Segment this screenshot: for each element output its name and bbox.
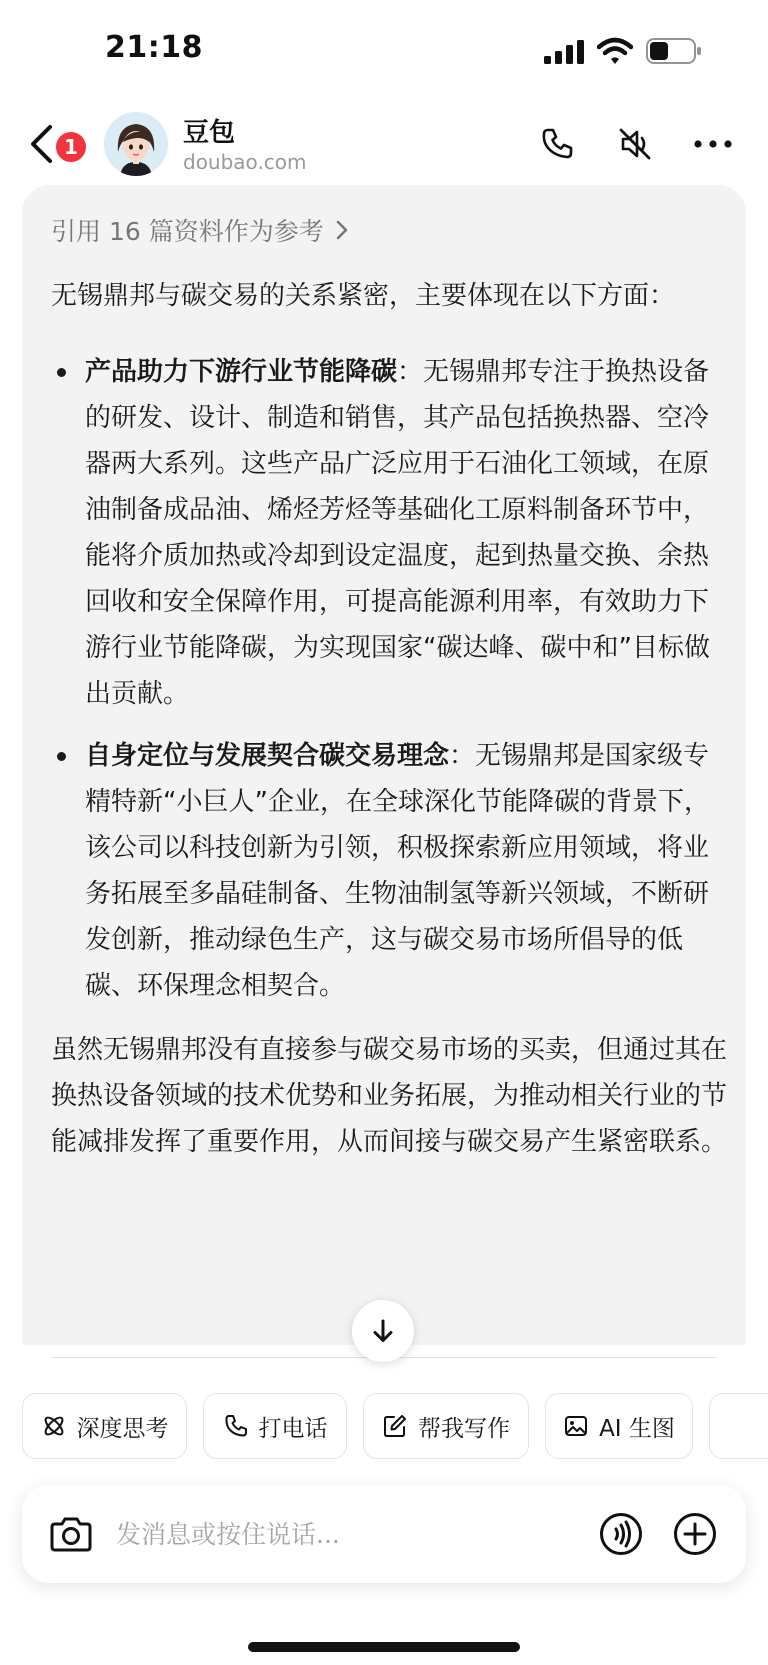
bot-name: 豆包 (183, 118, 236, 148)
edit-icon (382, 1413, 408, 1439)
camera-icon (49, 1514, 93, 1554)
reference-link[interactable] (51, 212, 350, 248)
avatar[interactable] (104, 112, 168, 176)
phone-icon (223, 1413, 249, 1439)
ai-image-button[interactable] (545, 1393, 693, 1459)
message-content (51, 273, 733, 1165)
write-button[interactable] (363, 1393, 529, 1459)
list-item (51, 349, 733, 717)
chevron-left-icon (26, 124, 56, 164)
ai-image-label: AI 生图 (599, 1415, 675, 1442)
deep-think-button[interactable] (22, 1393, 187, 1459)
summary-paragraph: 虽然无锡鼎邦没有直接参与碳交易市场的买卖，但通过其在换热设备领域的技术优势和业务拓展，为推动相关行业的节能减排发挥了重要作用，从而间接与碳交易产生紧密联系。 (51, 1035, 728, 1157)
call-action-button[interactable] (203, 1393, 347, 1459)
image-icon (563, 1413, 589, 1439)
bot-domain: doubao.com (183, 150, 307, 174)
speaker-muted-icon (617, 126, 653, 162)
bullet-body: 无锡鼎邦专注于换热设备的研发、设计、制造和销售，其产品包括换热器、空冷器两大系列。这些产品广泛应用于石油化工领域，在原油制备成品油、烯烃芳烃等基础化工原料制备环节中，能将介质加热或冷却到设定温度，起到热量交换、余热回收和安全保障作用，可提高能源利用率，有效助力下游行业节能降碳，为实现国家“碳达峰、碳中和”目标做出贡献。 (85, 357, 710, 709)
write-label: 帮我写作 (418, 1415, 510, 1442)
bullet-body: 无锡鼎邦是国家级专精特新“小巨人”企业，在全球深化节能降碳的背景下，该公司以科技创新为引领，积极探索新应用领域，将业务拓展至多晶硅制备、生物油制氢等新兴领域，不断研发创新，推动绿色生产，这与碳交易市场所倡导的低碳、环保理念相契合。 (85, 741, 710, 1001)
chat-header (0, 100, 768, 190)
voice-button[interactable] (596, 1509, 646, 1559)
quick-actions (22, 1393, 768, 1459)
arrow-down-icon (369, 1317, 397, 1345)
status-time: 21:18 (105, 30, 203, 65)
more-dots-icon (693, 139, 733, 149)
deep-think-label: 深度思考 (76, 1415, 169, 1442)
intro-paragraph: 无锡鼎邦与碳交易的关系紧密，主要体现在以下方面： (51, 281, 676, 311)
cellular-signal-icon (544, 40, 584, 64)
list-item (51, 733, 733, 1009)
atom-icon (41, 1413, 67, 1439)
back-button[interactable] (26, 118, 96, 172)
chevron-right-icon (334, 219, 350, 241)
status-bar (0, 0, 768, 100)
message-input[interactable] (116, 1509, 596, 1559)
mute-speaker-button[interactable] (613, 122, 657, 166)
bullet-separator: ： (449, 741, 476, 771)
call-button[interactable] (535, 122, 579, 166)
bullet-separator: ： (397, 357, 424, 387)
home-indicator (248, 1642, 520, 1652)
call-action-label: 打电话 (258, 1415, 328, 1442)
message-input-bar (22, 1485, 746, 1583)
more-action-chip[interactable] (709, 1393, 768, 1459)
bullet-dot (57, 752, 66, 761)
unread-badge: 1 (54, 130, 88, 164)
bot-message-card (22, 185, 746, 1345)
reference-label: 引用 16 篇资料作为参考 (51, 217, 324, 246)
voice-wave-icon (599, 1512, 643, 1556)
camera-button[interactable] (46, 1509, 96, 1559)
bullet-title: 产品助力下游行业节能降碳 (85, 357, 398, 387)
plus-circle-icon (673, 1512, 717, 1556)
battery-icon (646, 38, 702, 64)
bullet-dot (57, 368, 66, 377)
bullet-title: 自身定位与发展契合碳交易理念 (85, 741, 450, 771)
bot-avatar-icon (104, 112, 168, 176)
add-button[interactable] (670, 1509, 720, 1559)
scroll-to-bottom-button[interactable] (352, 1300, 414, 1362)
bullet-list (51, 349, 733, 1009)
phone-icon (539, 126, 575, 162)
wifi-icon (597, 37, 633, 65)
more-button[interactable] (691, 122, 735, 166)
